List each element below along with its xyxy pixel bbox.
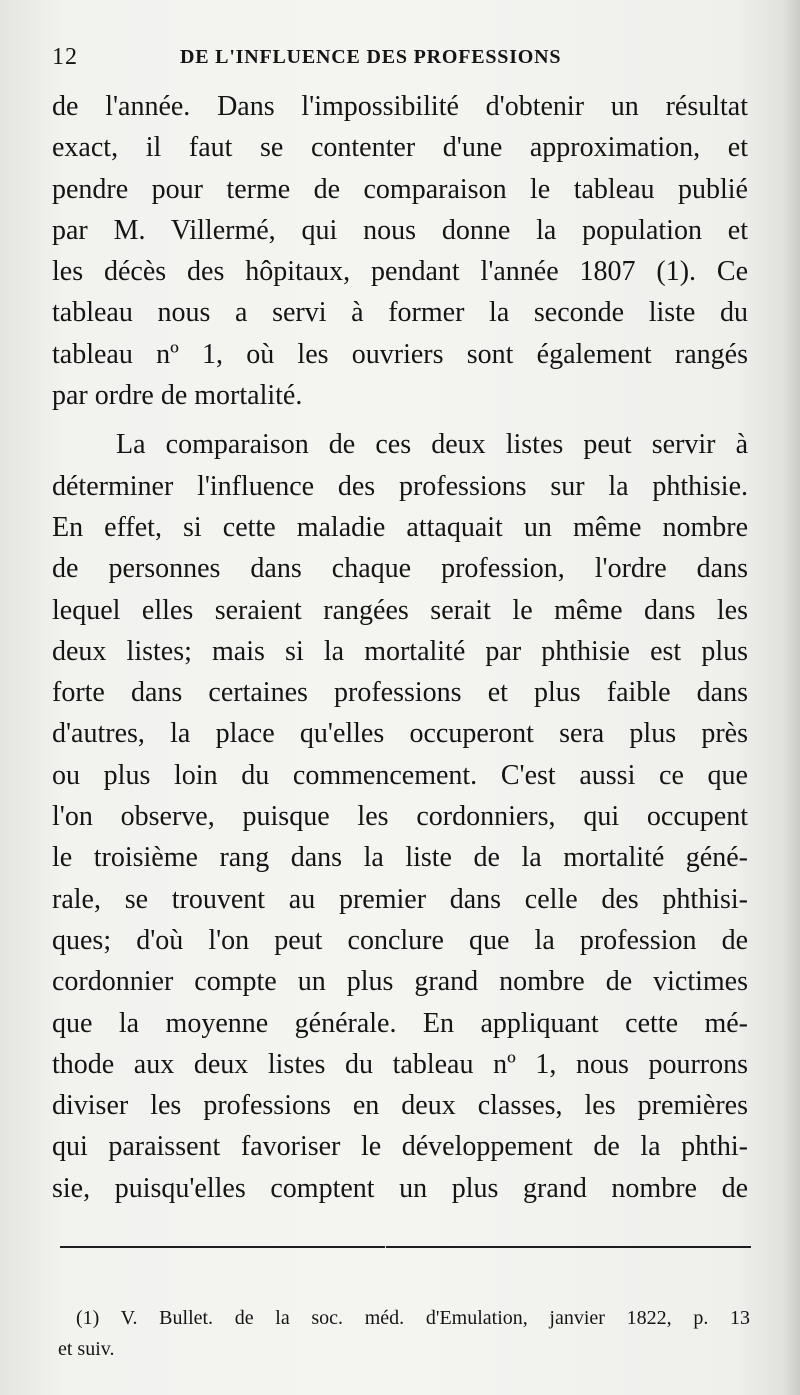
text-line: exact, il faut se contenter d'une approximation, et: [52, 132, 748, 164]
text-line: lequel elles seraient rangées serait le même dans les: [52, 594, 748, 626]
text-line: déterminer l'influence des professions sur la phthisie.: [52, 470, 748, 502]
paragraph-gap: [52, 416, 748, 424]
text-line: par M. Villermé, qui nous donne la population et: [52, 214, 748, 246]
text-line: par ordre de mortalité.: [52, 380, 303, 412]
running-title: DE L'INFLUENCE DES PROFESSIONS: [180, 46, 562, 68]
text-line: qui paraissent favoriser le développement de la phthi-: [52, 1131, 748, 1163]
text-line: tableau nº 1, où les ouvriers sont également rangés: [52, 338, 748, 370]
text-line: que la moyenne générale. En appliquant cette mé-: [52, 1007, 748, 1039]
paragraph-2: [52, 424, 748, 1209]
main-text: [52, 86, 748, 1209]
text-line: forte dans certaines professions et plus faible dans: [52, 677, 748, 709]
text-line: rale, se trouvent au premier dans celle des phthisi-: [52, 883, 748, 915]
text-line: ques; d'où l'on peut conclure que la profession de: [52, 924, 748, 956]
text-line: les décès des hôpitaux, pendant l'année 1807 (1). Ce: [52, 256, 748, 288]
running-head: [52, 44, 754, 80]
text-line: tableau nous a servi à former la seconde liste du: [52, 297, 748, 329]
page-number: 12: [52, 44, 78, 70]
text-line: cordonnier compte un plus grand nombre de victimes: [52, 966, 748, 998]
footnote: [58, 1303, 750, 1365]
footnote-rule-left: [60, 1246, 385, 1248]
footnote-rule-right: [386, 1246, 751, 1248]
text-line: deux listes; mais si la mortalité par phthisie est plus: [52, 635, 748, 667]
text-line: l'on observe, puisque les cordonniers, qui occupent: [52, 801, 748, 833]
text-line: sie, puisqu'elles comptent un plus grand nombre de: [52, 1172, 748, 1204]
text-line: ou plus loin du commencement. C'est aussi ce que: [52, 759, 748, 791]
paragraph-1: [52, 86, 748, 416]
footnote-line: et suiv.: [58, 1338, 115, 1360]
text-line: La comparaison de ces deux listes peut servir à: [116, 429, 748, 461]
text-line: pendre pour terme de comparaison le tableau publié: [52, 173, 748, 205]
text-line: de personnes dans chaque profession, l'ordre dans: [52, 553, 748, 585]
text-line: le troisième rang dans la liste de la mortalité géné-: [52, 842, 748, 874]
text-line: diviser les professions en deux classes, les premières: [52, 1090, 748, 1122]
footnote-line: (1) V. Bullet. de la soc. méd. d'Emulation, janvier 1822, p. 13: [76, 1307, 750, 1329]
text-line: de l'année. Dans l'impossibilité d'obtenir un résultat: [52, 91, 748, 122]
text-line: thode aux deux listes du tableau nº 1, nous pourrons: [52, 1048, 748, 1080]
text-line: En effet, si cette maladie attaquait un même nombre: [52, 511, 748, 543]
text-line: d'autres, la place qu'elles occuperont sera plus près: [52, 718, 748, 750]
